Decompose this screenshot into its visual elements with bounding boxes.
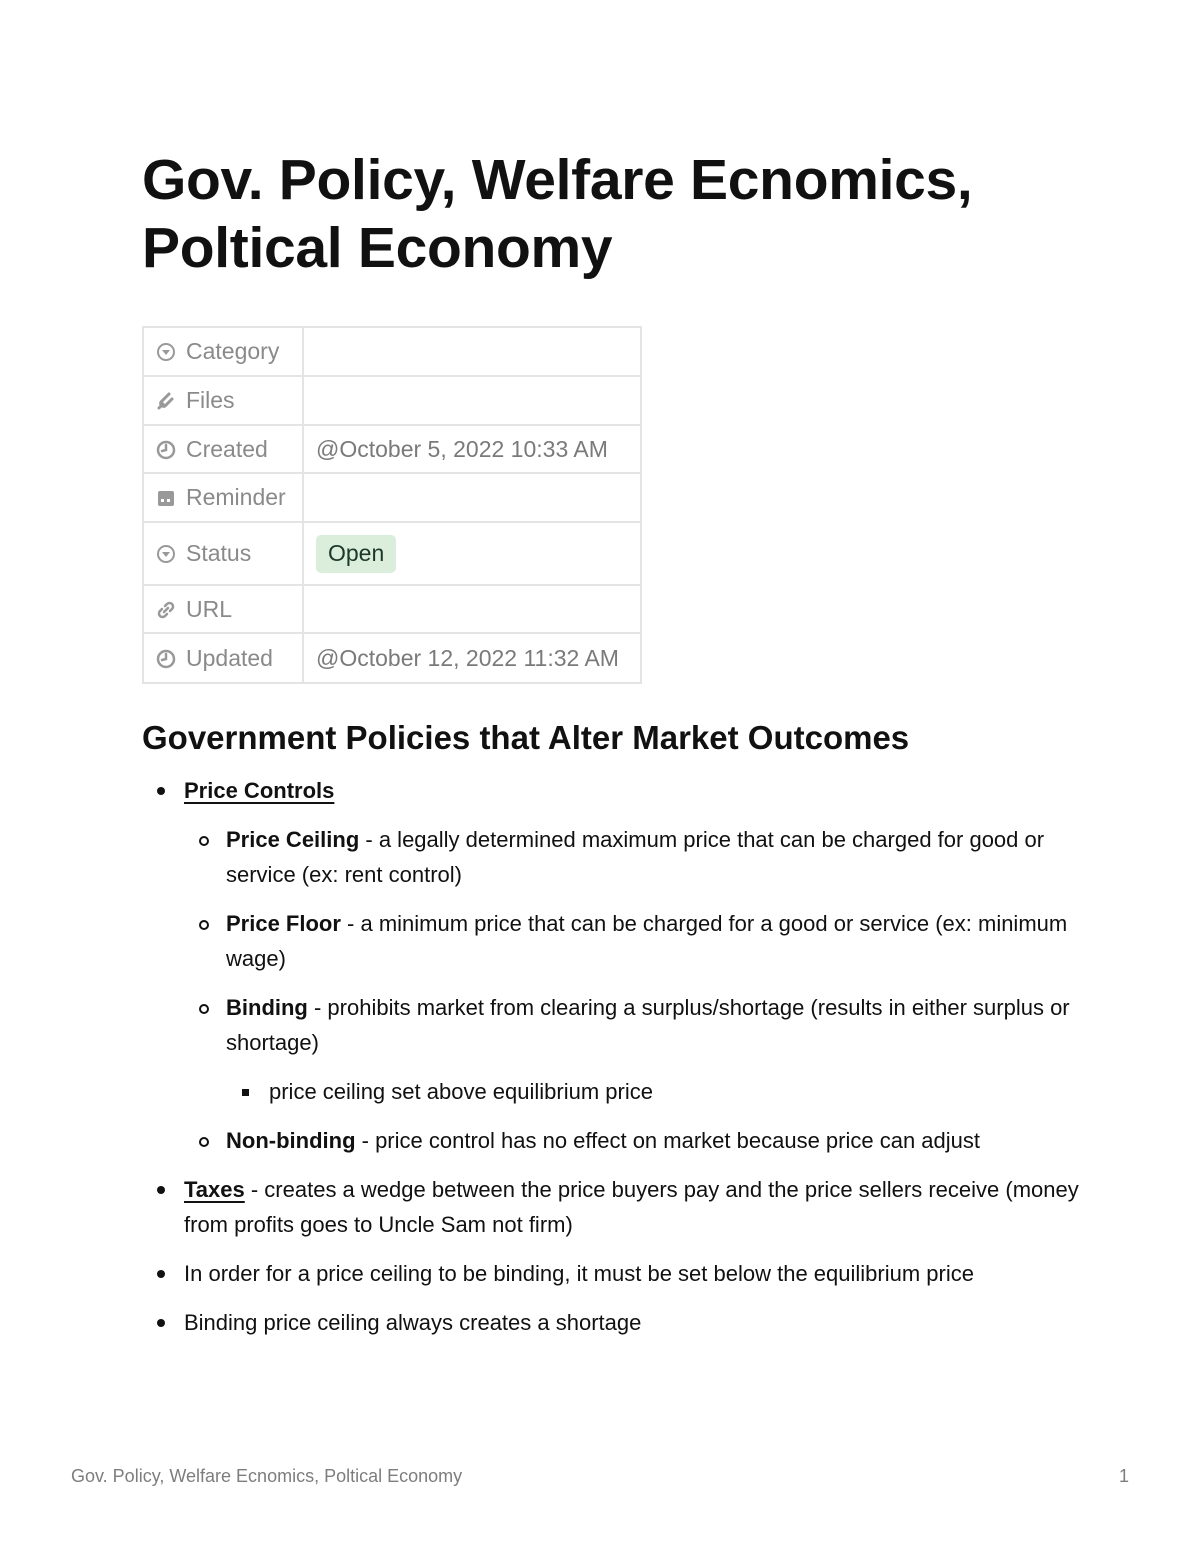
list-item-text: - prohibits market from clearing a surplus/shortage (results in either surplus or shortage) — [226, 995, 1070, 1055]
property-value[interactable] — [303, 376, 641, 425]
property-key — [143, 425, 303, 473]
property-key-label: Updated — [186, 644, 273, 671]
property-row-files[interactable] — [143, 376, 641, 425]
list-item-term: Taxes — [184, 1177, 245, 1202]
property-row-category[interactable] — [143, 327, 641, 376]
property-key-label: URL — [186, 595, 233, 622]
bullet-disc-icon — [157, 1270, 165, 1278]
page-number: 1 — [1118, 1466, 1129, 1486]
list-item-text: Binding price ceiling always creates a shortage — [184, 1310, 642, 1335]
select-icon — [156, 544, 176, 564]
status-badge[interactable]: Open — [316, 535, 396, 573]
list-item — [142, 990, 1082, 1060]
section-heading: Government Policies that Alter Market Outcomes — [142, 719, 910, 756]
page-title: Gov. Policy, Welfare Ecnomics, Poltical Economy — [142, 148, 973, 280]
list-item-text: - a minimum price that can be charged for a good or service (ex: minimum wage) — [226, 911, 1068, 971]
property-key-label: Status — [186, 540, 252, 566]
bullet-square-icon — [242, 1089, 249, 1096]
property-key-label: Category — [186, 338, 280, 364]
property-key — [143, 327, 303, 376]
list-item-text: price ceiling set above equilibrium price — [269, 1079, 653, 1104]
property-value[interactable]: @October 12, 2022 11:32 AM — [303, 633, 641, 683]
select-icon — [156, 342, 176, 362]
property-value[interactable] — [303, 585, 641, 633]
property-value[interactable] — [303, 473, 641, 522]
list-item-term: Price Controls — [184, 778, 335, 803]
list-item — [142, 1123, 1082, 1158]
properties-table — [142, 326, 642, 684]
property-row-url[interactable] — [143, 585, 641, 633]
property-key — [143, 585, 303, 633]
property-value[interactable]: @October 5, 2022 10:33 AM — [303, 425, 641, 473]
list-item-text: - price control has no effect on market because price can adjust — [355, 1128, 981, 1153]
list-item-term: Price Floor — [226, 911, 341, 936]
property-row-reminder[interactable] — [143, 473, 641, 522]
list-item-text: - creates a wedge between the price buyers pay and the price sellers receive (money from profits goes to Uncle Sam not firm) — [184, 1177, 1079, 1237]
bullet-circle-icon — [199, 1137, 209, 1147]
property-row-created[interactable] — [143, 425, 641, 473]
list-item-term: Binding — [226, 995, 308, 1020]
calendar-icon — [156, 488, 176, 508]
list-item — [142, 773, 1082, 808]
property-key — [143, 473, 303, 522]
property-key-label: Files — [186, 387, 235, 413]
clock-icon — [156, 440, 176, 460]
list-item — [142, 1074, 1082, 1109]
property-row-updated[interactable] — [143, 633, 641, 683]
property-key — [143, 522, 303, 585]
list-item — [142, 1305, 1082, 1340]
list-item — [142, 822, 1082, 892]
property-key-label: Created — [186, 435, 268, 462]
property-key-label: Reminder — [186, 484, 286, 510]
list-item — [142, 1172, 1082, 1242]
property-value[interactable] — [303, 327, 641, 376]
bullet-circle-icon — [199, 836, 209, 846]
paperclip-icon — [156, 391, 176, 411]
property-key — [143, 633, 303, 683]
property-row-status[interactable] — [143, 522, 641, 585]
clock-icon — [156, 649, 176, 669]
list-item-term: Price Ceiling — [226, 827, 360, 852]
list-item — [142, 906, 1082, 976]
bullet-disc-icon — [157, 787, 165, 795]
list-item-text: In order for a price ceiling to be binding, it must be set below the equilibrium price — [184, 1261, 974, 1286]
bullet-disc-icon — [157, 1186, 165, 1194]
bullet-list — [142, 773, 1082, 1354]
footer-title: Gov. Policy, Welfare Ecnomics, Poltical Economy — [71, 1466, 463, 1486]
list-item-term: Non-binding — [226, 1128, 356, 1153]
bullet-circle-icon — [199, 1004, 209, 1014]
property-value[interactable] — [303, 522, 641, 585]
list-item — [142, 1256, 1082, 1291]
property-key — [143, 376, 303, 425]
bullet-circle-icon — [199, 920, 209, 930]
list-item-text: - a legally determined maximum price that can be charged for good or service (ex: rent control) — [226, 827, 1045, 887]
bullet-disc-icon — [157, 1319, 165, 1327]
link-icon — [156, 600, 176, 620]
